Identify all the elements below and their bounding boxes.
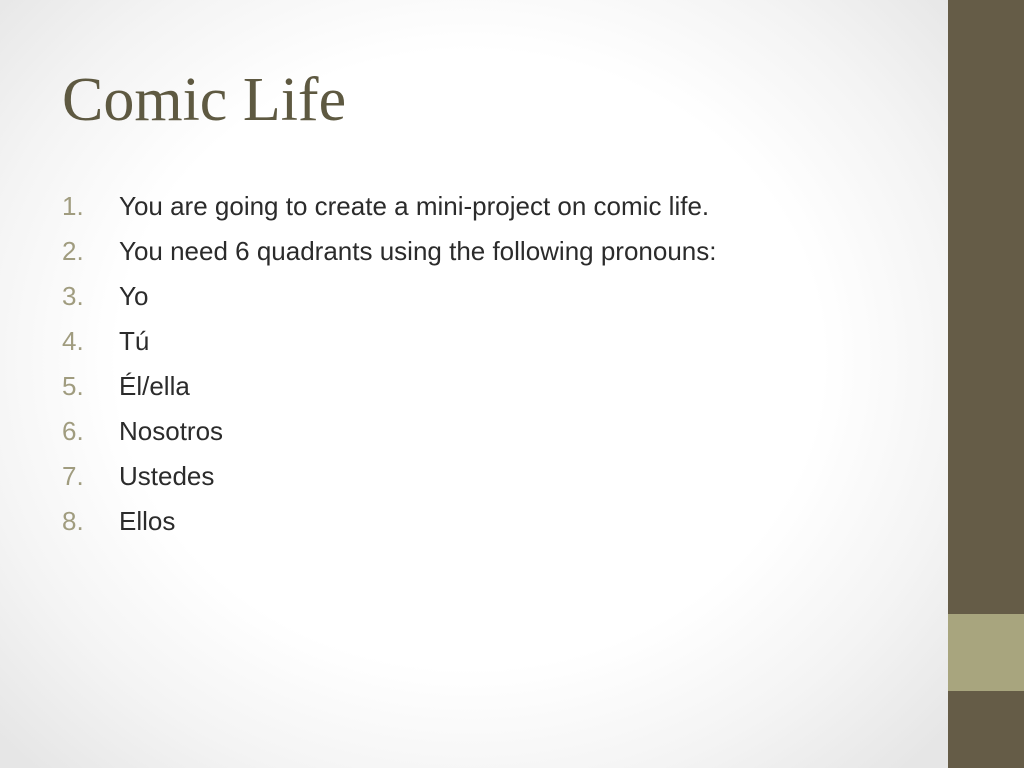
list-item-number: 6. xyxy=(62,416,84,446)
list-item-text: Yo xyxy=(119,281,149,311)
list-item-number: 3. xyxy=(62,281,84,311)
list-item-number: 8. xyxy=(62,506,84,536)
sidebar-accent-block xyxy=(948,614,1024,691)
list-item-text: Él/ella xyxy=(119,371,190,401)
list-item-text: Ellos xyxy=(119,506,176,536)
list-item-number: 4. xyxy=(62,326,84,356)
list-item xyxy=(62,364,717,409)
list-item-text: You need 6 quadrants using the following pronouns: xyxy=(119,236,717,266)
list-item xyxy=(62,499,717,544)
list-item xyxy=(62,319,717,364)
list-item-text: Nosotros xyxy=(119,416,224,446)
list-item-number: 1. xyxy=(62,191,84,221)
numbered-list xyxy=(62,184,717,544)
list-item xyxy=(62,229,717,274)
list-item-text: Tú xyxy=(119,326,150,356)
list-item-number: 7. xyxy=(62,461,84,491)
list-item-text: Ustedes xyxy=(119,461,215,491)
list-item-number: 5. xyxy=(62,371,84,401)
list-item xyxy=(62,184,717,229)
list-item-number: 2. xyxy=(62,236,84,266)
slide-title: Comic Life xyxy=(62,66,347,134)
list-item xyxy=(62,409,717,454)
list-item xyxy=(62,274,717,319)
list-item xyxy=(62,454,717,499)
list-item-text: You are going to create a mini-project on comic life. xyxy=(119,191,710,221)
